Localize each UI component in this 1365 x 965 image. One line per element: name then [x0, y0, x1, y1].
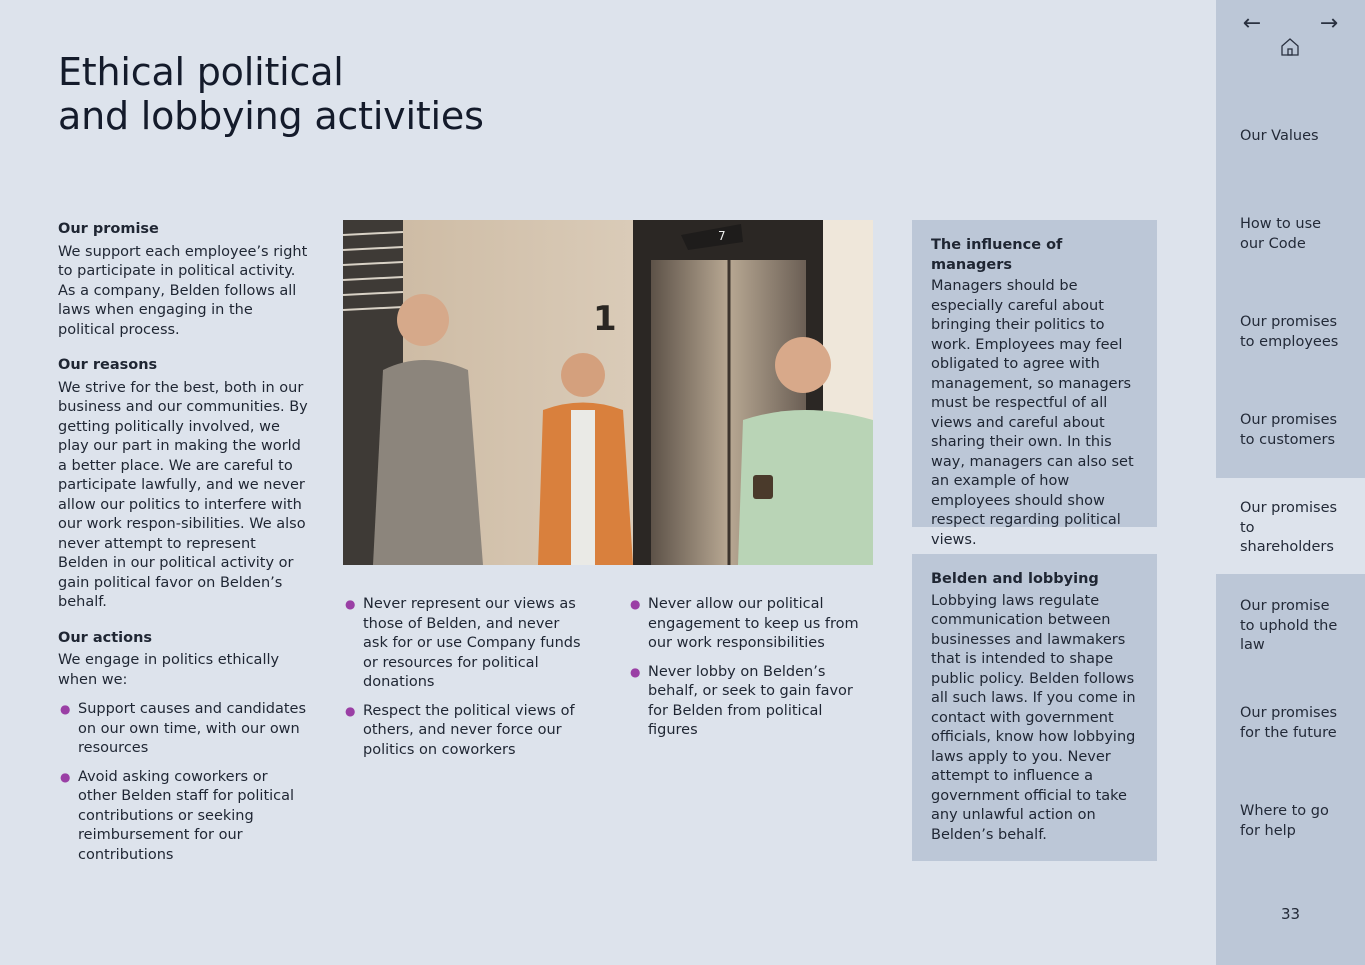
bullet-icon: ● [345, 703, 356, 718]
bullet-icon: ● [630, 597, 641, 611]
managers-heading: The influence of managers [931, 237, 1063, 273]
middle-column [343, 595, 588, 769]
floor-label: 7 [718, 229, 726, 243]
list-item [628, 595, 873, 654]
page-title-line-2: and lobbying activities [58, 94, 484, 138]
actions-section [58, 629, 308, 866]
actions-heading: Our actions [58, 629, 153, 646]
sidebar-item-future[interactable]: Our promises for the future [1240, 705, 1338, 741]
list-item-text: Never lobby on Belden’s behalf, or seek to gain favor for Belden from political figures [648, 663, 853, 738]
page-title [58, 50, 578, 138]
sidebar-item-label: Our promises to shareholders [1240, 500, 1338, 555]
list-item [58, 768, 308, 866]
sidebar-item-employees[interactable]: Our promises to employees [1240, 314, 1339, 350]
office-photo [343, 220, 873, 565]
lobbying-box [912, 554, 1157, 861]
actions-list [58, 700, 308, 865]
lobbying-text: Lobbying laws regulate communication between businesses and lawmakers that is intended to shape public policy. Belden follows all such laws. If you come in contact with government officials, know how lobbying laws apply to you. Never attempt to influence a government official to take any unlawful action on Belden’s behalf. [931, 592, 1136, 843]
list-item-text: Never allow our political engagement to keep us from our work responsibilities [648, 596, 859, 651]
list-item-text: Never represent our views as those of Belden, and never ask for or use Company funds or resources for political donations [363, 596, 581, 690]
list-item [343, 702, 588, 761]
promise-text: We support each employee’s right to participate in political activity. As a company, Belden follows all laws when engaging in the political process. [58, 243, 308, 338]
promise-section [58, 220, 308, 340]
reasons-heading: Our reasons [58, 357, 158, 373]
list-item [628, 663, 873, 741]
home-icon[interactable] [1279, 36, 1301, 58]
sidebar-item-customers[interactable]: Our promises to customers [1240, 412, 1338, 448]
list-item [58, 700, 308, 759]
bullet-icon: ● [60, 702, 71, 716]
photo-illustration [343, 220, 873, 565]
middle-list [343, 595, 588, 760]
wall-number: 1 [593, 299, 617, 339]
managers-box [912, 220, 1157, 548]
next-page-button[interactable]: → [1319, 11, 1339, 36]
reasons-section [58, 356, 308, 613]
bullet-icon: ● [630, 664, 641, 679]
list-item [343, 595, 588, 693]
bullet-icon: ● [345, 597, 356, 611]
sidebar-item-how-to-use[interactable]: How to use our Code [1240, 216, 1322, 252]
sidebar-item-help[interactable]: Where to go for help [1240, 803, 1329, 839]
previous-page-button[interactable]: ← [1242, 11, 1262, 36]
right-list [628, 595, 873, 741]
promise-heading: Our promise [58, 221, 159, 237]
home-icon-svg [1279, 36, 1301, 58]
list-item-text: Respect the political views of others, and never force our politics on coworkers [363, 702, 575, 758]
sidebar-item-uphold-law[interactable]: Our promise to uphold the law [1240, 598, 1338, 653]
bullet-icon: ● [60, 769, 71, 784]
sidebar-item-our-values[interactable]: Our Values [1240, 128, 1319, 144]
page-number: 33 [1280, 905, 1301, 923]
lobbying-heading: Belden and lobbying [931, 571, 1099, 587]
reasons-text: We strive for the best, both in our business and our communities. By getting politically involved, we play our part in making the world a better place. We are careful to participate lawfully, and we never allow our politics to interfere with our work respon-sibilities. We also never attempt to represent Belden in our political activity or gain political favor on Belden’s behalf. [58, 379, 308, 610]
managers-text: Managers should be especially careful about bringing their politics to work. Employees may feel obligated to agree with management, so managers must be respectful of all views and careful about sharing their own. In this way, managers can also set an example of how employees should show respect regarding political views. [931, 278, 1134, 548]
sidebar-item-shareholders[interactable] [1216, 478, 1365, 574]
sidebar-nav [1216, 0, 1365, 965]
right-column [628, 595, 873, 750]
list-item-text: Support causes and candidates on our own time, with our own resources [78, 701, 307, 756]
page-title-line-1: Ethical political [58, 50, 344, 94]
left-column [58, 220, 308, 881]
actions-intro: We engage in politics ethically when we: [58, 652, 280, 688]
list-item-text: Avoid asking coworkers or other Belden staff for political contributions or seeking reimbursement for our contributions [78, 768, 295, 863]
